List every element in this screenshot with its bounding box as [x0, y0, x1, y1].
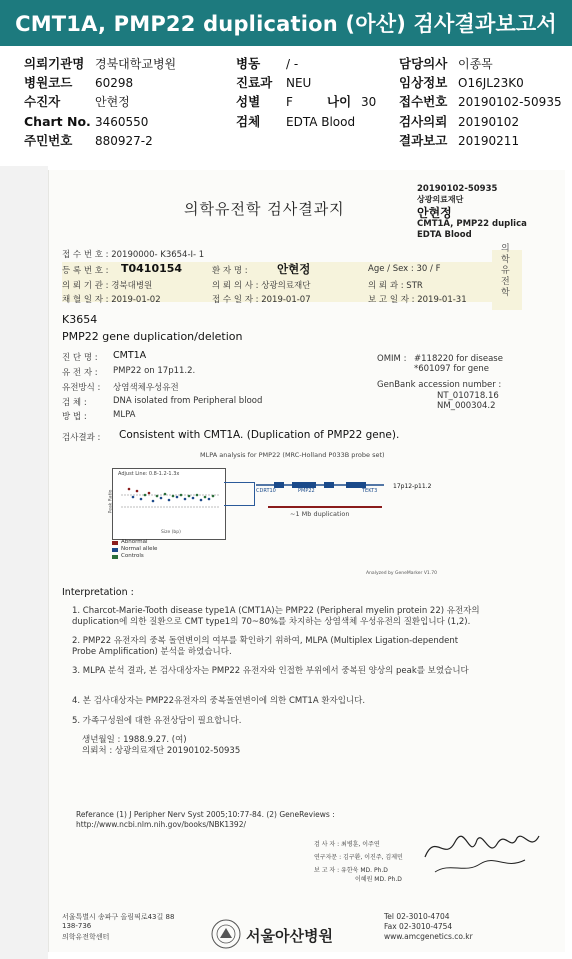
patient-label: 수진자 — [24, 94, 61, 109]
reqdoc-line: 의 뢰 의 사 : 상광의료재단 — [212, 281, 311, 291]
ref-number-line: 의뢰처 : 상광의료재단 20190102-50935 — [82, 746, 241, 756]
recvno-label: 접수번호 — [399, 94, 448, 109]
test-name: PMP22 gene duplication/deletion — [62, 330, 243, 343]
address-1: 서울특별시 송파구 올림픽로43길 88 — [62, 913, 175, 921]
dx-label: 진 단 명 : — [62, 353, 98, 363]
legend-abnormal: Abnormal — [121, 539, 148, 545]
hospital-value: 경북대학교병원 — [95, 57, 177, 71]
method-value: MLPA — [113, 410, 136, 420]
legend-controls-swatch — [112, 555, 118, 559]
legend-normal: Normal allele — [121, 546, 158, 552]
sex-label: 성별 — [236, 94, 261, 109]
stamp-specimen: EDTA Blood — [417, 230, 472, 240]
genbank-nt: NT_010718.16 — [437, 391, 499, 401]
patient-value: 안현정 — [95, 95, 130, 109]
result-label: 검사결과 : — [62, 433, 101, 443]
coll-date: 채 혈 일 자 : 2019-01-02 — [62, 295, 161, 305]
omim-label: OMIM : — [377, 354, 407, 364]
plot-y-axis-label: Peak Ratio — [108, 489, 114, 514]
address-3: 의학유전학센터 — [62, 933, 110, 941]
spec-label: 검 체 : — [62, 398, 87, 408]
ward-label: 병동 — [236, 56, 261, 71]
handwritten-signature — [415, 822, 545, 882]
chart-value: 3460550 — [95, 115, 149, 129]
dept-label: 진료과 — [236, 75, 273, 90]
reqdate-label: 검사의뢰 — [399, 114, 448, 129]
signer-2: 연구자문 : 김구환, 이진주, 김제민 — [314, 854, 403, 861]
report-date-label: 결과보고 — [399, 133, 448, 148]
recv-date: 접 수 일 자 : 2019-01-07 — [212, 295, 311, 305]
signer-4: 이혜원 MD. Ph.D — [355, 876, 402, 883]
reference-line-2: http://www.ncbi.nlm.nih.gov/books/NBK1392/ — [76, 820, 246, 829]
specimen-value: EDTA Blood — [286, 115, 356, 129]
mlpa-plot-box — [108, 468, 226, 540]
clinical-label: 임상정보 — [399, 75, 448, 90]
mlpa-peak-plot — [113, 469, 225, 539]
ssn-label: 주민번호 — [24, 133, 73, 148]
spec-value: DNA isolated from Peripheral blood — [113, 396, 263, 406]
interp-5: 5. 가족구성원에 대한 유전상담이 필요합니다. — [72, 716, 242, 726]
method-label: 방 법 : — [62, 412, 87, 422]
gene-label: 유 전 자 : — [62, 368, 98, 378]
dup-label: ~1 Mb duplication — [290, 510, 350, 518]
plot-inset-label: Adjust Line: 0.8-1.2-1.3x — [118, 471, 180, 477]
inherit-value: 상염색체우성유전 — [113, 383, 179, 393]
reg-label: 등 록 번 호 : — [62, 266, 109, 276]
code-value: 60298 — [95, 76, 134, 90]
band-label: 17p12-p11.2 — [393, 483, 432, 490]
report-date-value: 20190211 — [458, 134, 520, 148]
code-label: 병원코드 — [24, 75, 73, 90]
gene-mid-label: PMP22 — [298, 488, 315, 494]
inherit-label: 유전방식 : — [62, 383, 101, 393]
test-code: K3654 — [62, 313, 98, 326]
signer-1: 검 사 자 : 최병훈, 이주연 — [314, 841, 380, 848]
plot-x-axis-label: Size (bp) — [161, 530, 181, 535]
doctor-value: 이종목 — [458, 57, 493, 71]
reference-line-1: Referance (1) J Peripher Nerv Syst 2005;10:77-84. (2) GeneReviews : — [76, 810, 335, 819]
legend-controls: Controls — [121, 553, 144, 559]
stamp-org: 상광의료재단 — [417, 195, 464, 204]
clinical-value: O16JL23K0 — [458, 76, 524, 90]
ward-value: / - — [286, 57, 299, 71]
gene-right-label: TEKT3 — [362, 488, 378, 494]
signer-3: 보 고 자 : 유한욱 MD. Ph.D — [314, 867, 388, 874]
interp-3: 3. MLPA 분석 결과, 본 검사대상자는 PMP22 유전자와 인접한 부위에서 중복된 양상의 peak를 보였습니다 — [72, 666, 469, 676]
genbank-label: GenBank accession number : — [377, 380, 502, 390]
legend-normal-swatch — [112, 548, 118, 552]
interp-2b: Probe Amplification) 분석을 하였습니다. — [72, 647, 232, 657]
reg-number: T0410154 — [121, 262, 183, 275]
interp-label: Interpretation : — [62, 587, 134, 598]
hospital-logo-icon — [210, 918, 242, 950]
zoom-bracket — [224, 482, 255, 506]
specimen-label: 검체 — [236, 114, 261, 129]
age-value: 30 — [361, 95, 377, 109]
doc-title: 의학유전학 검사결과지 — [184, 200, 345, 218]
report-date: 보 고 일 자 : 2019-01-31 — [368, 295, 467, 305]
hospital-label: 의뢰기관명 — [24, 56, 85, 71]
chart-label: Chart No. — [24, 114, 91, 129]
pt-name: 안현정 — [277, 262, 311, 276]
dob-line: 생년월일 : 1988.9.27. (여) — [82, 735, 187, 745]
interp-1a: 1. Charcot-Marie-Tooth disease type1A (CMT1A)는 PMP22 (Peripheral myelin protein 22) 유전자의 — [72, 606, 480, 616]
genbank-nm: NM_000304.2 — [437, 401, 496, 411]
age-label: 나이 — [327, 94, 352, 109]
dx-value: CMT1A — [113, 350, 147, 361]
stamp-number: 20190102-50935 — [417, 184, 498, 194]
omim-disease: #118220 for disease — [414, 354, 503, 364]
inst-line: 의 뢰 기 관 : 경북대병원 — [62, 281, 153, 291]
age-sex: Age / Sex : 30 / F — [368, 264, 441, 274]
side-title: 의학유전학 — [501, 244, 510, 298]
recv-number: 접 수 번 호 : 20190000- K3654-I- 1 — [62, 250, 205, 260]
fax: Fax 02-3010-4754 — [384, 922, 453, 931]
report-info-panel — [0, 47, 572, 165]
gene-value: PMP22 on 17p11.2. — [113, 366, 196, 376]
doctor-label: 담당의사 — [399, 56, 448, 71]
report-title: CMT1A, PMP22 duplication (아산) 검사결과보고서 — [15, 12, 557, 36]
interp-1b: duplication에 의한 질환으로 CMT type1의 70~80%를 차지하는 상염색체 우성유전의 질환입니다 (1,2). — [72, 617, 471, 627]
omim-gene: *601097 for gene — [414, 364, 490, 374]
figure-title: MLPA analysis for PMP22 (MRC-Holland P033B probe set) — [200, 451, 385, 459]
tel: Tel 02-3010-4704 — [384, 912, 450, 921]
hospital-name: 서울아산병원 — [246, 927, 333, 945]
recvno-value: 20190102-50935 — [458, 95, 562, 109]
reqdate-value: 20190102 — [458, 115, 520, 129]
stamp-name: 안현정 — [417, 206, 452, 220]
analyzed-by: Analyzed by GeneMarker V1.70 — [366, 571, 437, 576]
dept-value: NEU — [286, 76, 312, 90]
legend-abnormal-swatch — [112, 541, 118, 545]
address-2: 138-736 — [62, 922, 92, 930]
report-title-bar — [0, 0, 572, 46]
sex-value: F — [286, 95, 293, 109]
interp-2a: 2. PMP22 유전자의 중복 돌연변이의 여부를 확인하기 위하여, MLPA (Multiplex Ligation-dependent — [72, 636, 459, 646]
website: www.amcgenetics.co.kr — [384, 932, 473, 941]
result-text: Consistent with CMT1A. (Duplication of PMP22 gene). — [119, 429, 400, 441]
dept-line: 의 뢰 과 : STR — [368, 281, 423, 291]
pt-label: 환 자 명 : — [212, 266, 248, 276]
gene-left-label: CDRT10 — [256, 488, 276, 494]
interp-4: 4. 본 검사대상자는 PMP22유전자의 중복돌연변이에 의한 CMT1A 환자입니다. — [72, 696, 366, 706]
left-margin — [0, 166, 48, 959]
stamp-test: CMT1A, PMP22 duplica — [417, 219, 527, 229]
ssn-value: 880927-2 — [95, 134, 153, 148]
